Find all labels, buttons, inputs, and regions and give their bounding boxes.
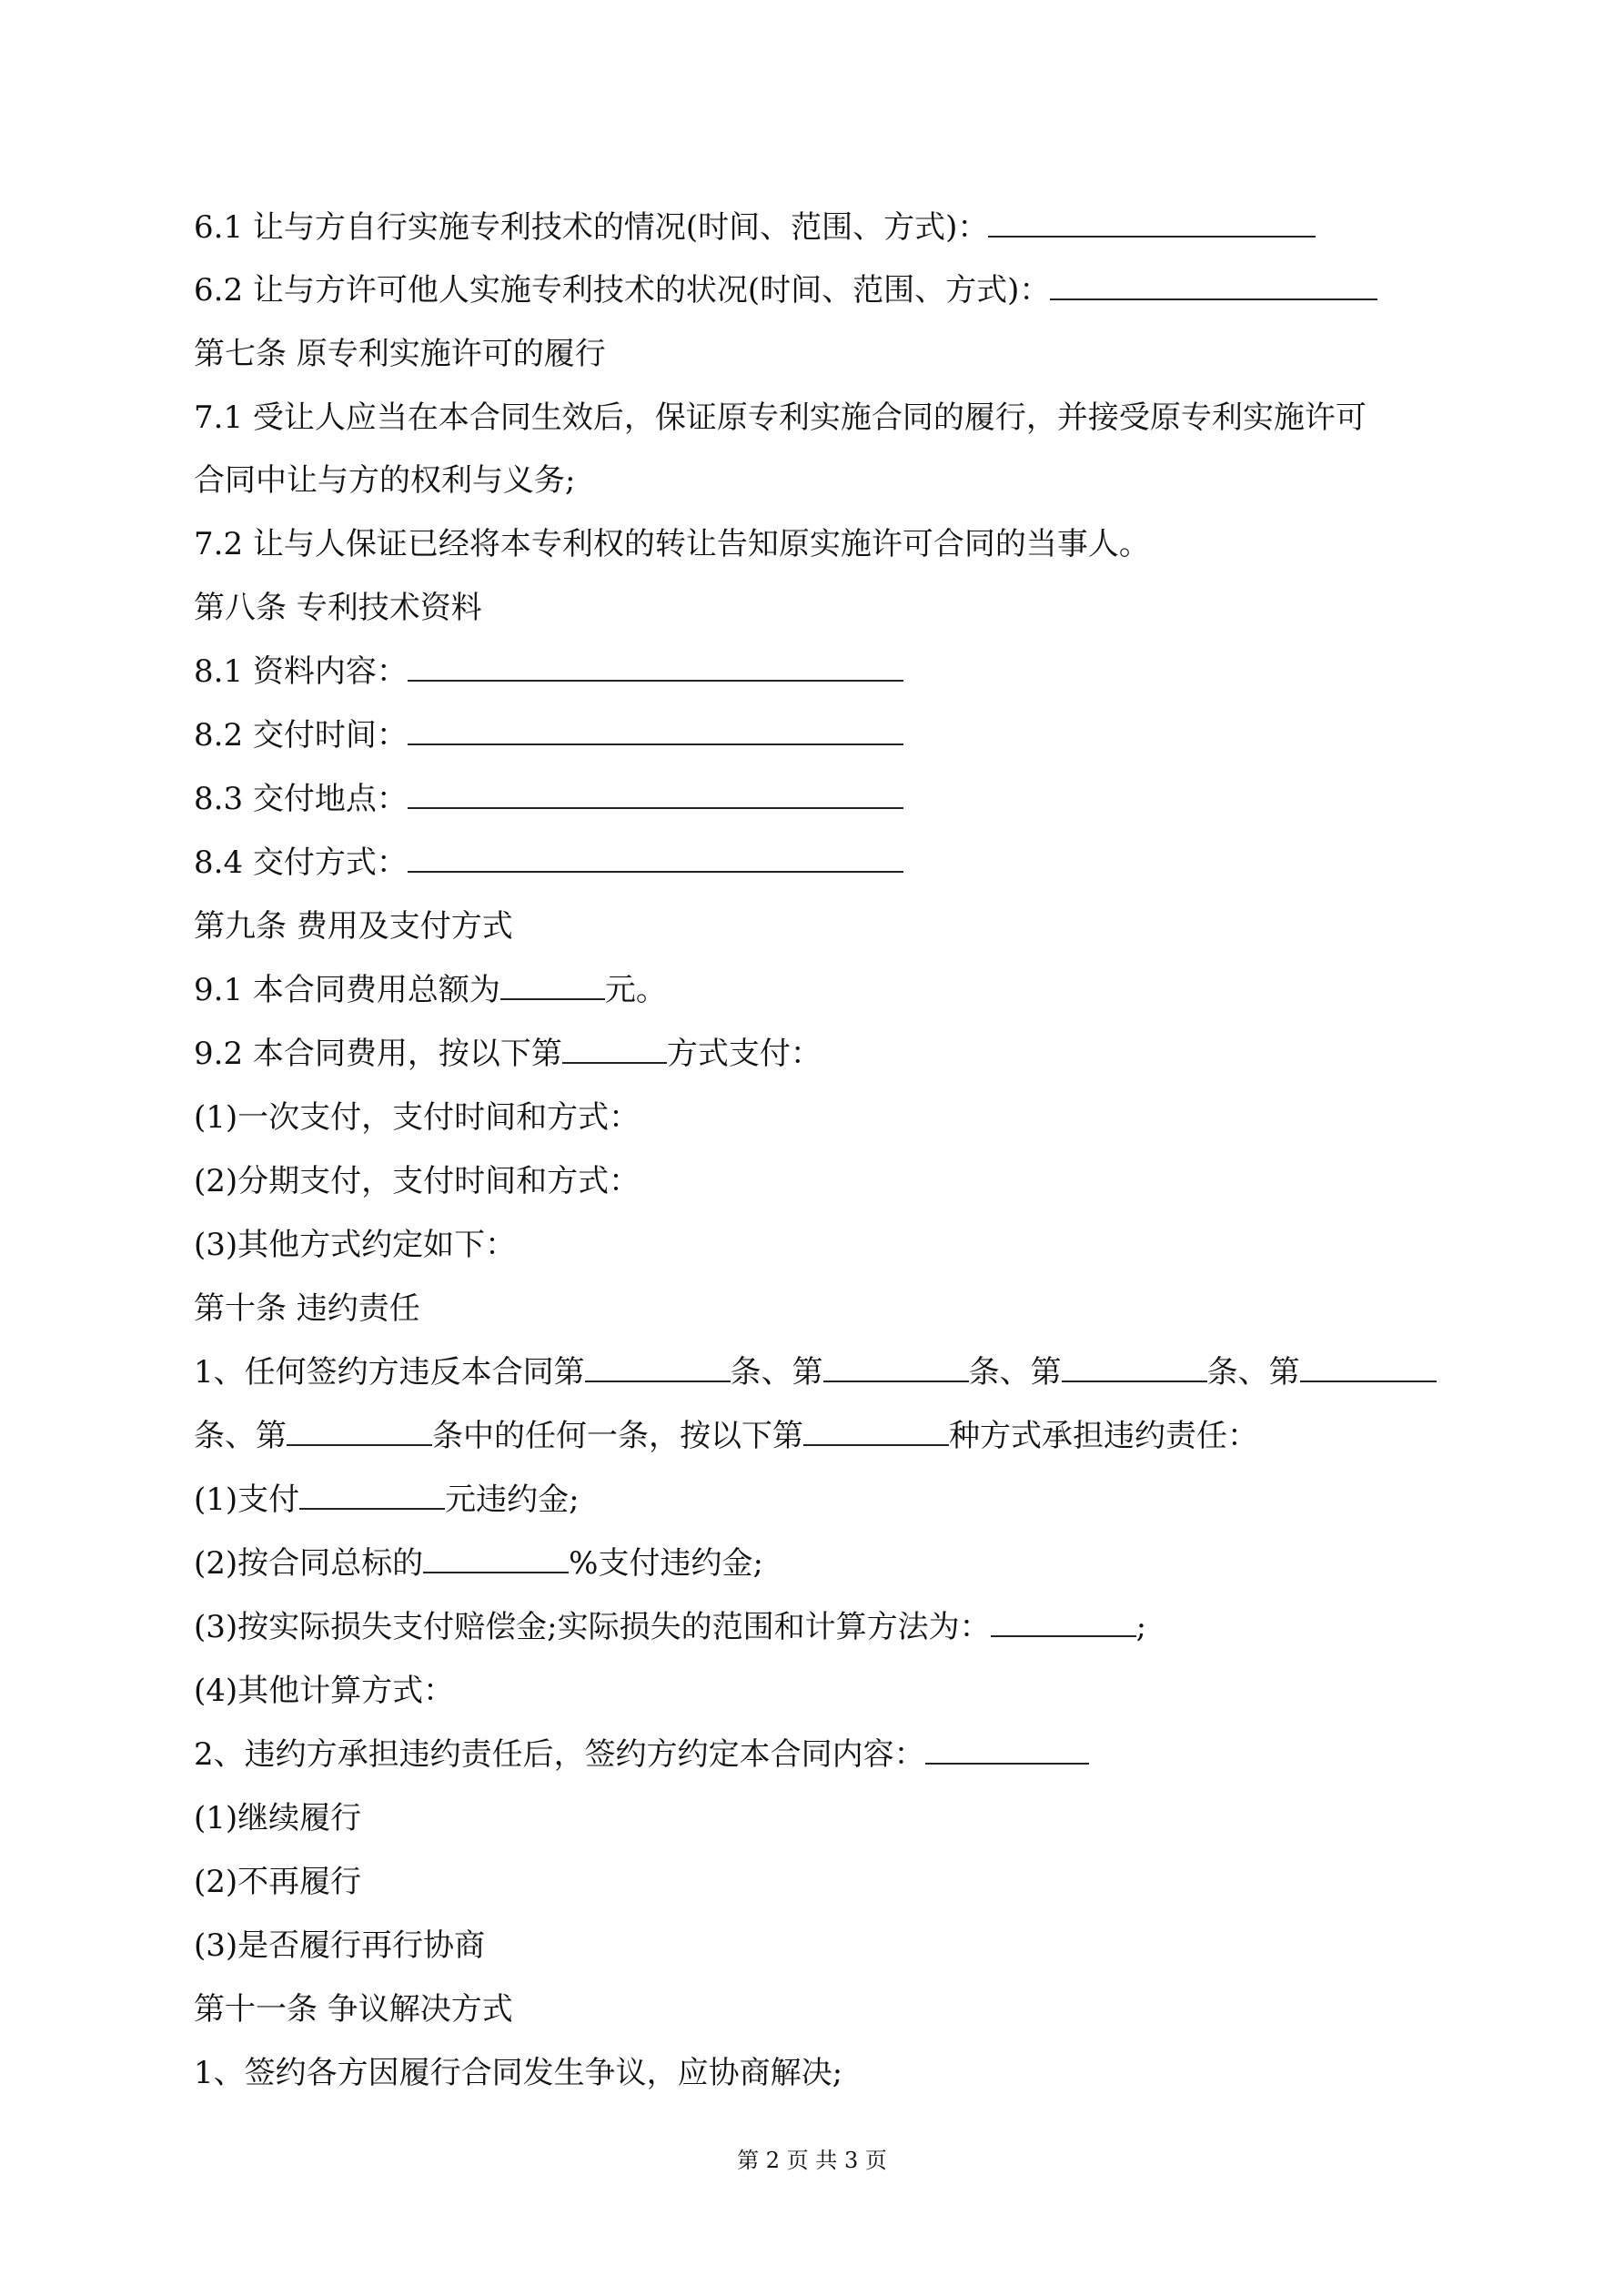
performance-option-1: (1)继续履行 <box>194 1800 362 1836</box>
fill-blank <box>1050 271 1377 300</box>
fill-blank <box>500 971 605 1000</box>
fill-blank <box>988 208 1316 238</box>
performance-option-2: (2)不再履行 <box>194 1864 362 1900</box>
article-11-heading: 第十一条 争议解决方式 <box>194 1991 513 2028</box>
penalty-option-1: (1)支付 元违约金; <box>194 1482 580 1518</box>
fill-blank <box>287 1417 432 1446</box>
penalty-option-3: (3)按实际损失支付赔偿金;实际损失的范围和计算方法为： ; <box>194 1609 1147 1645</box>
payment-option-1: (1)一次支付，支付时间和方式： <box>194 1099 641 1136</box>
clause-9-2: 9.2 本合同费用，按以下第 方式支付： <box>194 1036 822 1072</box>
fill-blank <box>1062 1353 1207 1382</box>
fill-blank <box>803 1417 949 1446</box>
page-footer: 第 2 页 共 3 页 <box>737 2148 887 2173</box>
fill-blank <box>585 1353 731 1382</box>
fill-blank <box>991 1608 1136 1637</box>
clause-8-2: 8.2 交付时间： <box>194 715 903 755</box>
fill-blank <box>408 652 903 682</box>
fill-blank <box>1300 1353 1437 1382</box>
fill-blank <box>925 1735 1089 1765</box>
clause-10-2: 2、违约方承担违约责任后，签约方约定本合同内容： <box>194 1735 1089 1775</box>
fill-blank <box>562 1035 667 1064</box>
clause-6-1 <box>194 207 1316 248</box>
clause-7-2: 7.2 让与人保证已经将本专利权的转让告知原实施许可合同的当事人。 <box>194 526 1150 562</box>
fill-blank <box>408 716 903 745</box>
clause-10-1-continued: 条、第 条中的任何一条，按以下第 种方式承担违约责任： <box>194 1418 1258 1454</box>
payment-option-2: (2)分期支付，支付时间和方式： <box>194 1163 641 1199</box>
clause-6-2 <box>194 270 1377 310</box>
clause-9-1: 9.1 本合同费用总额为 元。 <box>194 972 667 1008</box>
article-8-heading: 第八条 专利技术资料 <box>194 590 482 626</box>
clause-7-1-continued: 合同中让与方的权利与义务; <box>194 462 576 499</box>
penalty-option-2: (2)按合同总标的 %支付违约金; <box>194 1545 763 1582</box>
article-9-heading: 第九条 费用及支付方式 <box>194 908 513 945</box>
clause-10-1: 1、任何签约方违反本合同第 条、第 条、第 条、第 <box>194 1352 1437 1392</box>
performance-option-3: (3)是否履行再行协商 <box>194 1927 486 1964</box>
fill-blank <box>423 1544 569 1573</box>
fill-blank <box>823 1353 969 1382</box>
fill-blank <box>408 844 903 873</box>
article-7-heading: 第七条 原专利实施许可的履行 <box>194 336 606 372</box>
penalty-option-4: (4)其他计算方式： <box>194 1673 455 1709</box>
fill-blank <box>299 1481 445 1510</box>
clause-11-1: 1、签约各方因履行合同发生争议，应协商解决; <box>194 2055 843 2091</box>
clause-8-1: 8.1 资料内容： <box>194 652 903 692</box>
clause-text: 6.2 让与方许可他人实施专利技术的状况(时间、范围、方式)： <box>194 272 1051 308</box>
clause-8-3: 8.3 交付地点： <box>194 779 903 819</box>
clause-7-1: 7.1 受让人应当在本合同生效后，保证原专利实施合同的履行，并接受原专利实施许可 <box>194 400 1367 436</box>
fill-blank <box>408 780 903 809</box>
payment-option-3: (3)其他方式约定如下： <box>194 1227 517 1263</box>
clause-text: 6.1 让与方自行实施专利技术的情况(时间、范围、方式)： <box>194 209 989 246</box>
clause-8-4: 8.4 交付方式： <box>194 843 903 883</box>
article-10-heading: 第十条 违约责任 <box>194 1290 420 1327</box>
